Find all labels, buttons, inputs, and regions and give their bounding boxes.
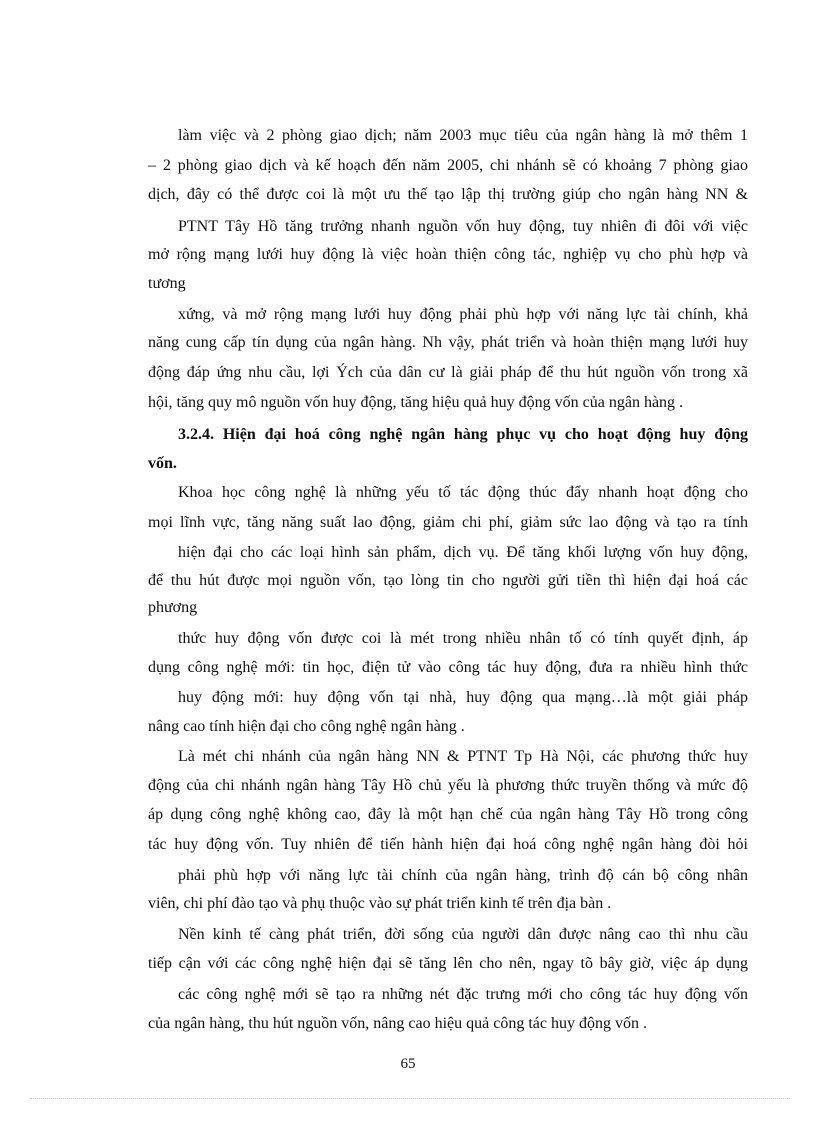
body-line: làm việc và 2 phòng giao dịch; năm 2003 mục tiêu của ngân hàng là mở thêm 1 [178,127,748,144]
body-line: động của chi nhánh ngân hàng Tây Hồ chủ yếu là phương thức truyền thống và mức độ [148,777,748,794]
body-line: mở rộng mạng lưới huy động là việc hoàn thiện công tác, nghiệp vụ cho phù hợp và [148,246,748,263]
footer-dotted-rule [30,1098,790,1099]
body-line: tác huy động vốn. Tuy nhiên để tiến hành hiện đại hoá công nghệ ngân hàng đòi hỏi [148,836,748,853]
body-line: tiếp cận với các công nghệ hiện đại sẽ tăng lên cho nên, ngay tõ bây giờ, việc áp dụng [148,955,748,972]
body-line: để thu hút được mọi nguồn vốn, tạo lòng tin cho người gửi tiền thì hiện đại hoá các [148,572,748,589]
body-line: Nền kinh tế càng phát triển, đời sống của người dân được nâng cao thì nhu cầu [178,926,748,943]
body-line: thức huy động vốn được coi là mét trong nhiều nhân tố có tính quyết định, áp [178,630,748,647]
body-line: nâng cao tính hiện đại cho công nghệ ngân hàng . [148,718,465,735]
section-heading: 3.2.4. Hiện đại hoá công nghệ ngân hàng phục vụ cho hoạt động huy động [178,426,748,443]
body-line: mọi lĩnh vực, tăng năng suất lao động, giảm chi phí, giảm sức lao động và tạo ra tính [148,514,748,531]
body-line: Là mét chi nhánh của ngân hàng NN & PTNT Tp Hà Nội, các phương thức huy [178,748,748,765]
body-line: của ngân hàng, thu hút nguồn vốn, nâng cao hiệu quả công tác huy động vốn . [148,1015,647,1032]
body-line: phải phù hợp với năng lực tài chính của ngân hàng, trình độ cán bộ công nhân [178,867,748,884]
page-number: 65 [400,1056,416,1072]
body-line: Khoa học công nghệ là những yếu tố tác động thúc đẩy nhanh hoạt động cho [178,484,748,501]
body-line: huy động mới: huy động vốn tại nhà, huy động qua mạng…là một giải pháp [178,689,748,706]
body-line: năng cung cấp tín dụng của ngân hàng. Nh vậy, phát triển và hoàn thiện mạng lưới huy [148,334,748,351]
body-line: hiện đại cho các loại hình sản phẩm, dịch vụ. Để tăng khối lượng vốn huy động, [178,544,748,561]
body-line: dịch, đây có thể được coi là một ưu thế tạo lập thị trường giúp cho ngân hàng NN & [148,186,748,203]
body-line: xứng, và mở rộng mạng lưới huy động phải phù hợp với năng lực tài chính, khả [178,306,748,323]
body-line: PTNT Tây Hồ tăng trưởng nhanh nguồn vốn huy động, tuy nhiên đi đôi với việc [178,218,748,235]
section-heading-continued: vốn. [148,455,177,472]
body-line: các công nghệ mới sẽ tạo ra những nét đặc trưng mới cho công tác huy động vốn [178,986,748,1003]
body-line: – 2 phòng giao dịch và kế hoạch đến năm 2005, chi nhánh sẽ có khoảng 7 phòng giao [148,157,748,174]
body-line: hội, tăng quy mô nguồn vốn huy động, tăng hiệu quả huy động vốn của ngân hàng . [148,394,684,411]
body-line: viên, chi phí đào tạo và phụ thuộc vào sự phát triển kinh tế trên địa bàn . [148,895,612,912]
body-line: tương [148,275,186,292]
body-line: áp dụng công nghệ không cao, đây là một hạn chế của ngân hàng Tây Hồ trong công [148,806,748,823]
body-line: phương [148,599,198,616]
body-line: dụng công nghệ mới: tin học, điện tử vào công tác huy động, đưa ra nhiều hình thức [148,659,748,676]
body-line: động đáp ứng nhu cầu, lợi Ých của dân cư là giải pháp để thu hút nguồn vốn trong xã [148,364,748,381]
